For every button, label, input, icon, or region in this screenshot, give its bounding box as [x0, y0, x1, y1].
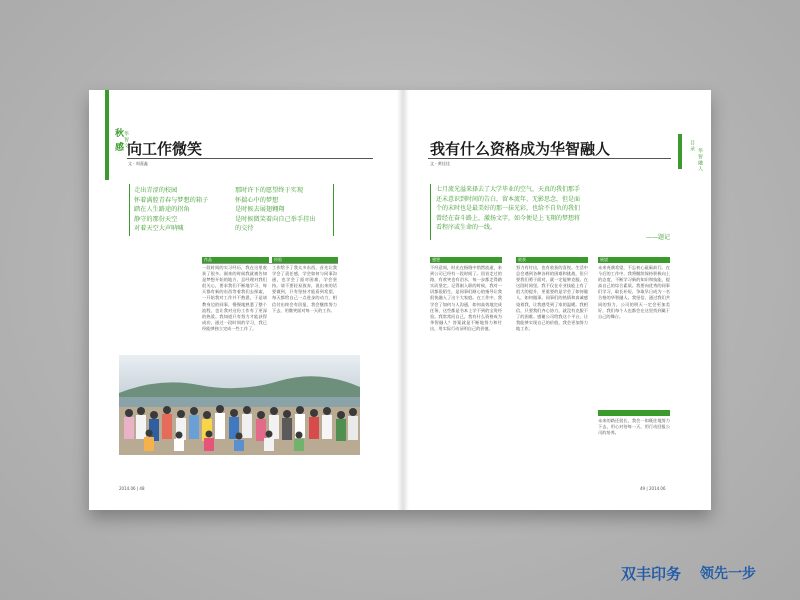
left-section-tag: 秋 感 — [113, 128, 123, 153]
brand-logo-b: 领先一步 — [700, 566, 756, 582]
right-body-col3b: 未来的路还很长，我会一如既往地努力下去，用心对待每一天，用行动回报公司的培养。 — [598, 418, 670, 436]
left-col-head-rule — [202, 263, 338, 264]
lead-bracket-right — [333, 184, 334, 236]
right-col-head-1: 感想 — [430, 257, 502, 263]
left-author: 文 · 周嘉鑫 — [128, 161, 148, 166]
right-col-head-2: 收获 — [516, 257, 588, 263]
right-body-col2: 努力有付出，也有收获的喜悦。生活中总会遇到各种各样的困难和挑战，但只要我们勇于面对，就一定能够克服。在这段时间里，我不仅在专业技能上有了很大的提升，更重要的是学会了如何做人，如何做事。同事们的热情和真诚感染着我，让我感受到了家的温暖。我相信，只要我们齐心协力，就没有克服不了的困难。感谢公司给我这个平台，让我能够实现自己的价值，我会更加努力地工作。 — [516, 265, 588, 331]
group-photo-image — [119, 355, 360, 455]
spread-gutter — [397, 90, 409, 510]
left-page-title: 向工作微笑 — [127, 140, 203, 158]
left-body-col2: 工作给予了我太多东西，首先让我学会了责任感，学会如何与同事沟通，也学会了面对困难，学会坚持。请不要轻易放弃，说出来的话要做到，只有坚持才能看到希望，每天都给自己一点进步的动力，相信付出终会有回报，我会继续努力下去，用微笑面对每一天的工作。 — [272, 265, 337, 313]
right-lead-signature: ——题记 — [646, 234, 671, 241]
left-section-sub: 华智文 — [123, 131, 129, 149]
left-col-head-1: 作品 — [202, 257, 269, 263]
right-col3-subhead — [598, 410, 670, 416]
right-section-tag: 华智融人 — [697, 148, 703, 172]
right-body-col3: 未来充满希望，不忘初心砥砺前行。在今后的工作中，我将继续保持积极向上的态度，不断学习新的知识和技能，提高自己的综合素质。我要向优秀的同事们学习，取长补短，争取早日成为一名合格的华智融人。我坚信，通过我们共同的努力，公司的明天一定会更加美好，我们每个人也都会在这里找到属于自己的舞台。 — [598, 265, 670, 319]
left-title-rule — [127, 158, 373, 159]
lead-bracket-left — [129, 184, 130, 236]
brand-logo-a: 双丰印务 — [621, 565, 682, 583]
right-body-col1: 不经意间，时光在指缝中悄然流逝，来到公司已经有一段时间了。回首走过的路，有欢笑也有泪水，每一步都走得踏实而坚定。记得刚入职的时候，我对一切都很陌生，是同事们耐心的指导让我很快融入了这个大家庭。在工作中，我学会了如何与人沟通，如何高效地完成任务，这些都是书本上学不到的宝贵经验。我常常问自己，我有什么资格成为华智融人？答案就是不断地努力和付出，用实际行动证明自己的价值。 — [430, 265, 502, 331]
right-folio: 49 | 2014.06 — [640, 486, 666, 491]
right-lead-bracket — [430, 184, 431, 240]
left-folio: 2014.06 | 48 — [119, 486, 145, 491]
left-body-col1: 一段时间的实习经历，我在这里收获了很多。刚来的时候我就被告知是梦想开始的地方，总经理对我们很关心，要求我们不断地学习，每天都有新的东西等着我们去探索，一开始我对工作并不熟悉，于是请教身边的同事，慢慢地熟悉了整个流程，也让我对这份工作有了更深的热爱。我知道只有努力才能获得成功，通过一段时间的学习，我已经能够独立完成一些工作了。 — [202, 265, 267, 331]
right-lead: 七月流光溢来择去了大学毕业的空气，天真的我们那手 还未意识到时间的告白，留本流年、无影思念，但是面 个的末时也是最美好的那一抹光彩，也给不自负的我们 曾经在奋斗路上，激扬文字，如今便是上飞翔的梦想将 看程序或生命的一线。 — [436, 186, 581, 232]
left-lead-col1: 走出青涩的校园 怀着满腔青春与梦想的箱子 踏在人生路途的拐角 静守的那份天空 对着天空大声呐喊 — [134, 187, 209, 233]
group-photo — [119, 355, 360, 455]
right-section-sub: 目录 — [689, 140, 695, 152]
left-col-head-2: 经验 — [272, 257, 338, 263]
right-title-rule — [428, 158, 671, 159]
right-author: 文 · 黄佳佳 — [430, 161, 450, 166]
left-lead-col2: 那时许下的愿望终于实现 怀揣心中的梦想 是时候去展翅翱翔 是时候微笑着向自己举手挂出 的交待 — [235, 187, 316, 233]
left-page-green-bar — [105, 90, 109, 180]
right-page-title: 我有什么资格成为华智融人 — [430, 140, 611, 158]
right-page-green-bar — [678, 134, 682, 169]
right-col-head-3: 展望 — [598, 257, 670, 263]
